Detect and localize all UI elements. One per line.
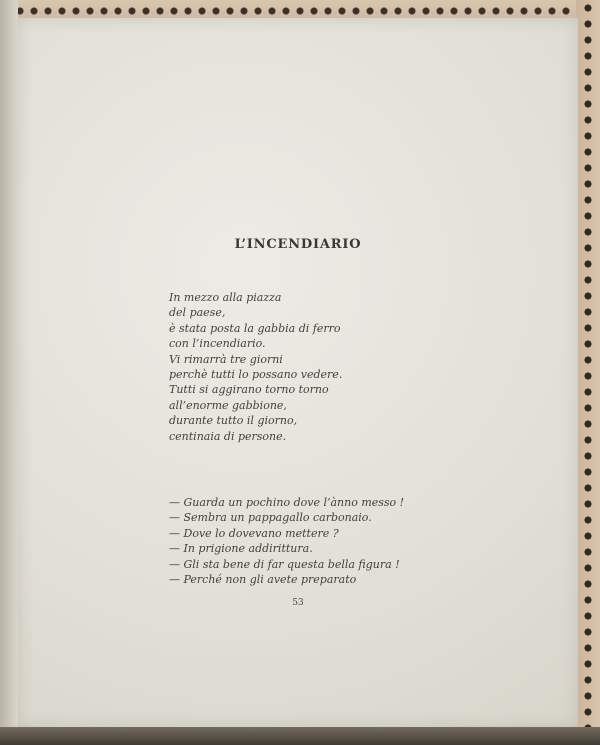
stanza-2	[169, 495, 404, 587]
stanza-1-line: durante tutto il giorno,	[169, 414, 298, 428]
dialogue-line: — In prigione addirittura.	[169, 542, 313, 556]
dialogue-line: — Perché non gli avete preparato	[169, 573, 357, 587]
stanza-1	[169, 290, 342, 444]
stanza-1-line: In mezzo alla piazza	[169, 291, 282, 304]
stanza-1-line: con l’incendiario.	[169, 337, 266, 351]
binding-bottom	[0, 727, 600, 745]
dialogue-line: — Gli sta bene di far questa bella figura !	[169, 557, 400, 571]
book-page	[18, 18, 578, 728]
stanza-1-line: all’enorme gabbione,	[169, 398, 287, 412]
stanza-1-line: è stata posta la gabbia di ferro	[169, 321, 341, 335]
stanza-1-line: centinaia di persone.	[169, 429, 287, 443]
stanza-1-line: del paese,	[169, 306, 226, 320]
stanza-1-line: perchè tutti lo possano vedere.	[169, 368, 343, 382]
dialogue-line: — Guarda un pochino dove l’ànno messo !	[169, 496, 405, 509]
binding-right	[576, 0, 600, 745]
poem-title: L’INCENDIARIO	[234, 237, 362, 252]
dialogue-line: — Sembra un pappagallo carbonaio.	[169, 511, 372, 525]
left-page-edge	[0, 0, 18, 745]
page-number: 53	[292, 598, 304, 608]
stanza-1-line: Tutti si aggirano torno torno	[169, 383, 329, 397]
dialogue-line: — Dove lo dovevano mettere ?	[169, 526, 339, 540]
stanza-1-line: Vi rimarrà tre giorni	[169, 352, 283, 366]
